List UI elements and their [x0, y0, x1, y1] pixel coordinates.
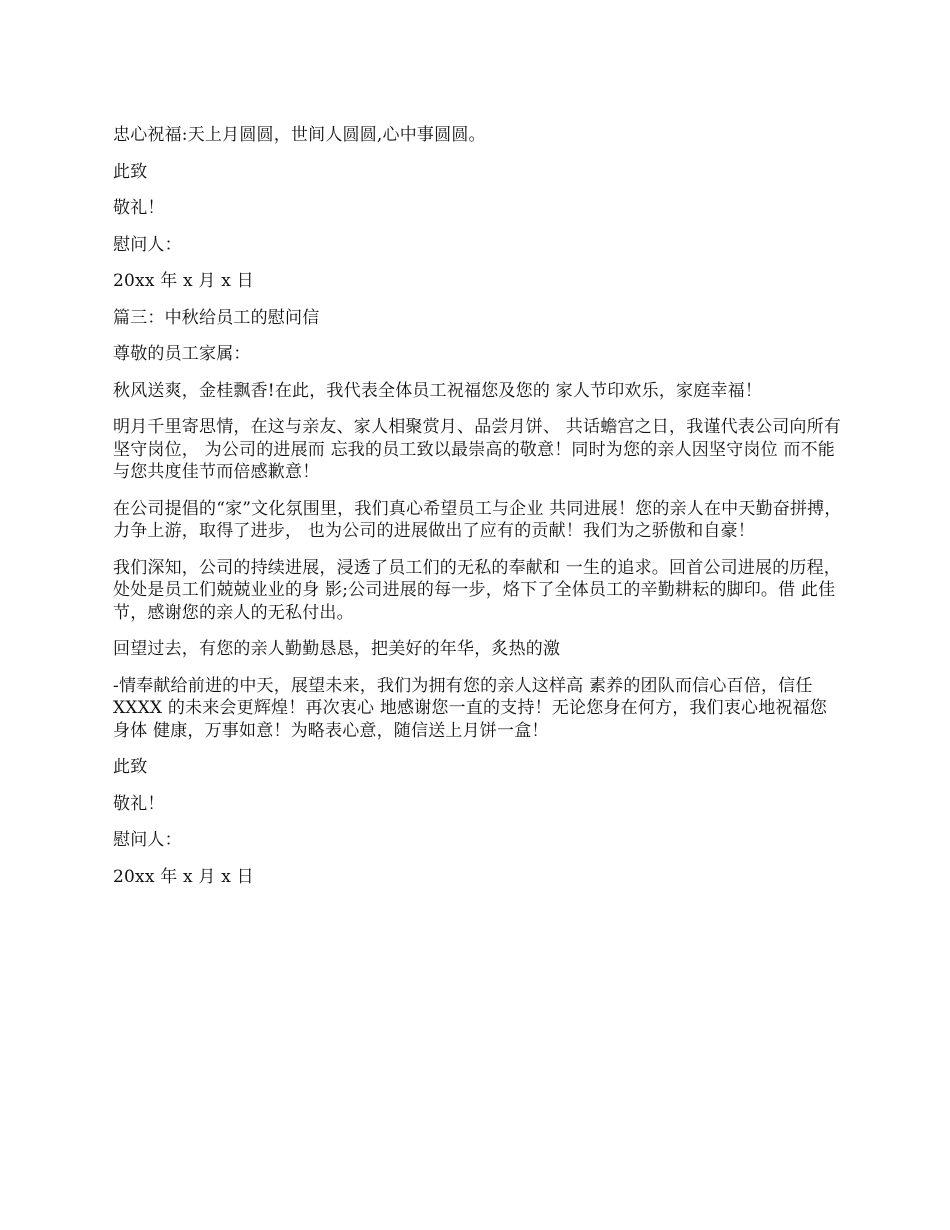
- body-paragraph: 明月千里寄思情，在这与亲友、家人相聚赏月、品尝月饼、 共话蟾宫之日，我谨代表公司向所有坚守岗位， 为公司的进展而 忘我的员工致以最崇高的敬意！同时为您的亲人因坚守岗位 而不能与您共度佳节而倍感歉意！: [113, 417, 842, 482]
- closing-salutation: 此致: [113, 161, 148, 182]
- signature-label: 慰问人：: [113, 234, 182, 255]
- closing-regards: 敬礼！: [113, 198, 165, 218]
- closing-salutation: 此致: [113, 757, 148, 777]
- section-title: 篇三：中秋给员工的慰问信: [113, 307, 320, 328]
- date-line: 20xx 年 x 月 x 日: [113, 271, 254, 291]
- body-paragraph: -情奉献给前进的中天，展望未来，我们为拥有您的亲人这样高 素养的团队而信心百倍，信任 XXXX 的未来会更辉煌！再次衷心 地感谢您一直的支持！无论您身在何方，我们衷心地祝福您身体 健康，万事如意！为略表心意，随信送上月饼一盒！: [113, 675, 828, 741]
- closing-regards: 敬礼！: [113, 793, 165, 814]
- blessing-line: 忠心祝福:天上月圆圆，世间人圆圆,心中事圆圆。: [113, 125, 486, 145]
- document-body: [113, 124, 843, 902]
- greeting-line: 尊敬的员工家属：: [113, 344, 251, 364]
- date-line: 20xx 年 x 月 x 日: [113, 866, 254, 887]
- body-paragraph: 秋风送爽，金桂飘香!在此，我代表全体员工祝福您及您的 家人节印欢乐，家庭幸福！: [113, 380, 763, 401]
- body-paragraph: 在公司提倡的“家”文化氛围里，我们真心希望员工与企业 共同进展！您的亲人在中天勤奋拼搏，力争上游，取得了进步， 也为公司的进展做出了应有的贡献！我们为之骄傲和自豪！: [113, 498, 842, 541]
- signature-label: 慰问人：: [113, 830, 182, 850]
- body-paragraph: 我们深知，公司的持续进展，浸透了员工们的无私的奉献和 一生的追求。回首公司进展的历程，处处是员工们兢兢业业的身 影;公司进展的每一步，烙下了全体员工的辛勤耕耘的脚印。借 此佳节，感谢您的亲人的无私付出。: [113, 557, 842, 623]
- body-paragraph: 回望过去，有您的亲人勤勤恳恳，把美好的年华，炙热的激: [113, 639, 561, 659]
